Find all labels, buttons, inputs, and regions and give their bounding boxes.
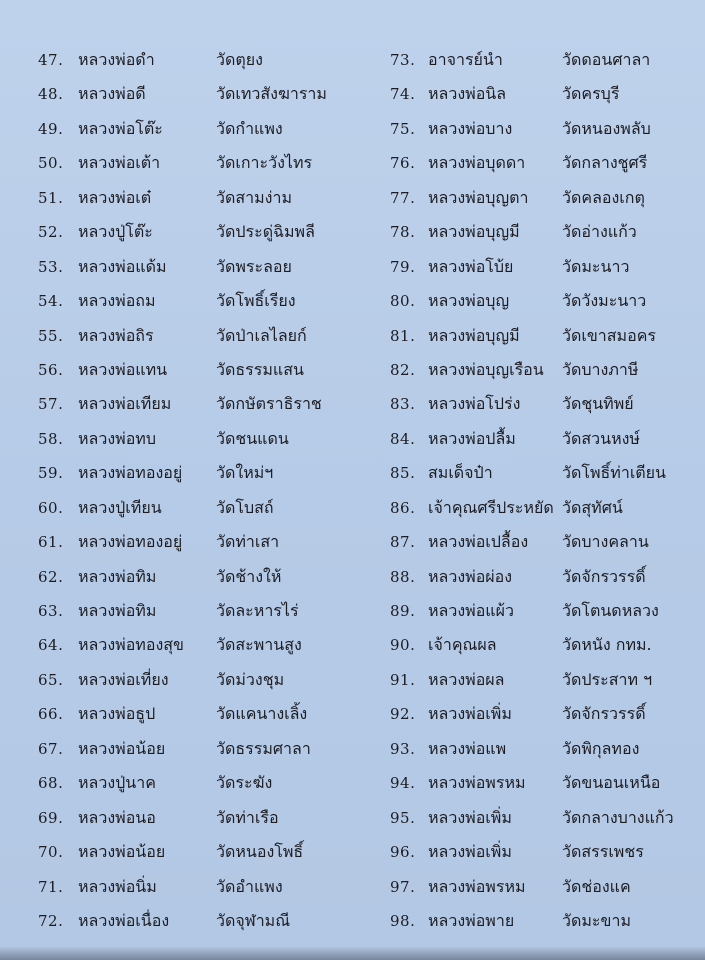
item-number: 71. xyxy=(38,877,64,896)
item-number: 58. xyxy=(38,429,64,448)
temple-name: วัดป่าเลไลยก์ xyxy=(216,325,307,345)
monk-name: หลวงพ่อทองอยู่ xyxy=(78,463,183,483)
monk-name: หลวงพ่อพรหม xyxy=(428,876,526,896)
temple-name: วัดช้างให้ xyxy=(216,566,282,586)
monk-name: หลวงพ่อถิร xyxy=(78,325,154,345)
monk-name: เจ้าคุณผล xyxy=(428,635,497,655)
item-number: 54. xyxy=(38,292,64,311)
monk-name: หลวงปู่เทียน xyxy=(78,497,162,517)
monk-name: หลวงพ่อเพิ่ม xyxy=(428,807,512,827)
temple-name: วัดสวนหงษ์ xyxy=(562,428,640,448)
monk-name: หลวงพ่อพาย xyxy=(428,910,515,930)
item-number: 86. xyxy=(390,498,416,517)
temple-name: วัดกลางบางแก้ว xyxy=(562,807,674,827)
temple-name: วัดธรรมแสน xyxy=(216,359,304,379)
temple-name: วัดเทวสังฆาราม xyxy=(216,84,327,104)
temple-name: วัดเขาสมอคร xyxy=(562,325,656,345)
item-number: 66. xyxy=(38,705,64,724)
item-number: 62. xyxy=(38,567,64,586)
temple-name: วัดกลางชูศรี xyxy=(562,153,648,173)
monk-name: หลวงพ่อโต๊ะ xyxy=(78,118,163,138)
monk-name: หลวงพ่อบุญมี xyxy=(428,222,520,242)
temple-name: วัดประดู่ฉิมพลี xyxy=(216,222,315,242)
item-number: 74. xyxy=(390,85,416,104)
monk-name: หลวงพ่อธูป xyxy=(78,704,156,724)
temple-name: วัดหนัง กทม. xyxy=(562,635,652,655)
monk-name: หลวงพ่อเปลื้อง xyxy=(428,532,529,552)
temple-name: วัดหนองโพธิ์ xyxy=(216,842,304,862)
monk-name: หลวงพ่อนิ่ม xyxy=(78,876,157,896)
temple-name: วัดบางคลาน xyxy=(562,532,649,552)
temple-name: วัดจักรวรรดิ์ xyxy=(562,704,646,724)
monk-name: หลวงพ่อนอ xyxy=(78,807,156,827)
monk-name: หลวงพ่อเพิ่ม xyxy=(428,842,512,862)
temple-name: วัดสรรเพชร xyxy=(562,842,644,862)
item-number: 77. xyxy=(390,188,416,207)
monk-name: หลวงพ่อบาง xyxy=(428,118,513,138)
item-number: 91. xyxy=(390,670,416,689)
item-number: 52. xyxy=(38,223,64,242)
item-number: 98. xyxy=(390,911,416,930)
temple-name: วัดกษัตราธิราช xyxy=(216,394,322,414)
temple-name: วัดท่าเรือ xyxy=(216,807,279,827)
monk-name: หลวงพ่อดำ xyxy=(78,50,155,69)
item-number: 88. xyxy=(390,567,416,586)
item-number: 94. xyxy=(390,774,416,793)
monk-name: หลวงพ่อบุญ xyxy=(428,291,510,311)
monk-name: หลวงพ่อถม xyxy=(78,291,156,311)
temple-name: วัดสามง่าม xyxy=(216,187,293,207)
monk-name: สมเด็จป๋า xyxy=(428,463,493,483)
page-bottom-shadow xyxy=(0,946,705,960)
monk-name: หลวงพ่อแทน xyxy=(78,359,168,379)
item-number: 92. xyxy=(390,705,416,724)
temple-name: วัดมะนาว xyxy=(562,256,630,276)
temple-name: วัดละหารไร่ xyxy=(216,601,299,620)
monk-name: หลวงพ่อเต๋ xyxy=(78,187,152,207)
temple-name: วัดท่าเสา xyxy=(216,532,280,552)
temple-name: วัดม่วงชุม xyxy=(216,669,285,689)
item-number: 69. xyxy=(38,808,64,827)
monk-name: เจ้าคุณศรีประหยัด xyxy=(428,497,554,517)
temple-name: วัดใหม่ฯ xyxy=(216,463,274,483)
item-number: 89. xyxy=(390,602,416,620)
temple-name: วัดเกาะวังไทร xyxy=(216,153,313,173)
monk-name: หลวงพ่อเทียม xyxy=(78,394,172,414)
item-number: 82. xyxy=(390,360,416,379)
temple-name: วัดธรรมศาลา xyxy=(216,738,311,758)
monk-name: หลวงพ่อเพิ่ม xyxy=(428,704,512,724)
temple-name: วัดอ่างแก้ว xyxy=(562,222,637,242)
temple-name: วัดครบุรี xyxy=(562,84,620,104)
monk-name: หลวงพ่อดี xyxy=(78,84,146,104)
monk-name: หลวงพ่อพรหม xyxy=(428,773,526,793)
item-number: 55. xyxy=(38,326,64,345)
item-number: 49. xyxy=(38,119,64,138)
item-number: 78. xyxy=(390,223,416,242)
item-number: 59. xyxy=(38,464,64,483)
temple-name: วัดแคนางเลิ้ง xyxy=(216,704,308,724)
item-number: 79. xyxy=(390,257,416,276)
item-number: 68. xyxy=(38,774,64,793)
item-number: 97. xyxy=(390,877,416,896)
monk-name: หลวงพ่อบุดดา xyxy=(428,153,526,173)
temple-name: วัดพิกุลทอง xyxy=(562,738,640,758)
temple-name: วัดโพธิ์ท่าเตียน xyxy=(562,463,666,483)
monk-name: หลวงพ่อทบ xyxy=(78,428,157,448)
item-number: 70. xyxy=(38,843,64,862)
monk-name: หลวงพ่อเต้า xyxy=(78,153,161,173)
item-number: 83. xyxy=(390,395,416,414)
monk-name: หลวงพ่อบุญตา xyxy=(428,187,529,207)
temple-name: วัดขนอนเหนือ xyxy=(562,773,661,793)
monk-name: หลวงพ่อน้อย xyxy=(78,842,166,862)
monk-name: หลวงพ่อเนื่อง xyxy=(78,910,170,930)
temple-name: วัดดอนศาลา xyxy=(562,50,651,69)
monk-name: หลวงพ่อแผ้ว xyxy=(428,601,514,620)
monk-name: หลวงพ่อบุญเรือน xyxy=(428,359,544,379)
temple-name: วัดสุทัศน์ xyxy=(562,497,623,517)
item-number: 51. xyxy=(38,188,64,207)
item-number: 73. xyxy=(390,51,416,69)
temple-name: วัดชุนทิพย์ xyxy=(562,394,634,414)
temple-name: วัดชนแดน xyxy=(216,428,289,448)
temple-name: วัดจุฬามณี xyxy=(216,910,291,930)
temple-name: วัดวังมะนาว xyxy=(562,291,647,311)
item-number: 96. xyxy=(390,843,416,862)
monk-name: หลวงพ่อทองสุข xyxy=(78,635,184,655)
temple-name: วัดกำแพง xyxy=(216,118,283,138)
item-number: 61. xyxy=(38,533,64,552)
monk-name: หลวงพ่อเที่ยง xyxy=(78,669,169,689)
monk-name: หลวงพ่อแด้ม xyxy=(78,256,167,276)
temple-name: วัดมะขาม xyxy=(562,910,631,930)
monk-name: หลวงพ่อบุญมี xyxy=(428,325,520,345)
temple-name: วัดประสาท ฯ xyxy=(562,669,653,689)
item-number: 56. xyxy=(38,360,64,379)
monk-name: หลวงพ่อโปร่ง xyxy=(428,394,521,414)
temple-name: วัดคลองเกตุ xyxy=(562,187,645,207)
monk-name: หลวงพ่อปลื้ม xyxy=(428,428,516,448)
item-number: 48. xyxy=(38,85,64,104)
item-number: 81. xyxy=(390,326,416,345)
temple-name: วัดโพธิ์เรียง xyxy=(216,291,296,311)
item-number: 93. xyxy=(390,739,416,758)
monk-name: หลวงพ่อผ่อง xyxy=(428,566,513,586)
monk-name: หลวงพ่อทองอยู่ xyxy=(78,532,183,552)
item-number: 85. xyxy=(390,464,416,483)
monk-name: หลวงพ่อนิล xyxy=(428,84,507,104)
temple-name: วัดหนองพลับ xyxy=(562,118,651,138)
monk-name: หลวงพ่อแพ xyxy=(428,738,507,758)
monk-name: หลวงพ่อน้อย xyxy=(78,738,166,758)
item-number: 95. xyxy=(390,808,416,827)
temple-name: วัดโตนดหลวง xyxy=(562,601,659,620)
monk-name: หลวงปู่นาค xyxy=(78,773,156,793)
monk-name: หลวงพ่อทิม xyxy=(78,566,157,586)
item-number: 87. xyxy=(390,533,416,552)
temple-name: วัดจักรวรรดิ์ xyxy=(562,566,646,586)
item-number: 60. xyxy=(38,498,64,517)
item-number: 47. xyxy=(38,51,64,69)
item-number: 64. xyxy=(38,636,64,655)
temple-name: วัดพระลอย xyxy=(216,256,292,276)
item-number: 65. xyxy=(38,670,64,689)
item-number: 72. xyxy=(38,911,64,930)
temple-name: วัดบางภาษี xyxy=(562,359,639,379)
item-number: 53. xyxy=(38,257,64,276)
item-number: 63. xyxy=(38,602,64,620)
monk-name: อาจารย์นำ xyxy=(428,50,503,69)
item-number: 50. xyxy=(38,154,64,173)
item-number: 84. xyxy=(390,429,416,448)
item-number: 80. xyxy=(390,292,416,311)
monk-name: หลวงพ่อผล xyxy=(428,669,505,689)
temple-name: วัดตุยง xyxy=(216,50,263,69)
item-number: 67. xyxy=(38,739,64,758)
temple-name: วัดช่องแค xyxy=(562,876,631,896)
temple-name: วัดอำแพง xyxy=(216,876,283,896)
monk-name: หลวงพ่อทิม xyxy=(78,601,157,620)
item-number: 57. xyxy=(38,395,64,414)
temple-name: วัดโบสถ์ xyxy=(216,497,274,517)
item-number: 90. xyxy=(390,636,416,655)
temple-name: วัดสะพานสูง xyxy=(216,635,302,655)
monk-name: หลวงพ่อโบ้ย xyxy=(428,256,514,276)
item-number: 76. xyxy=(390,154,416,173)
monk-name: หลวงปู่โต๊ะ xyxy=(78,222,153,242)
item-number: 75. xyxy=(390,119,416,138)
temple-name: วัดระฆัง xyxy=(216,773,273,793)
